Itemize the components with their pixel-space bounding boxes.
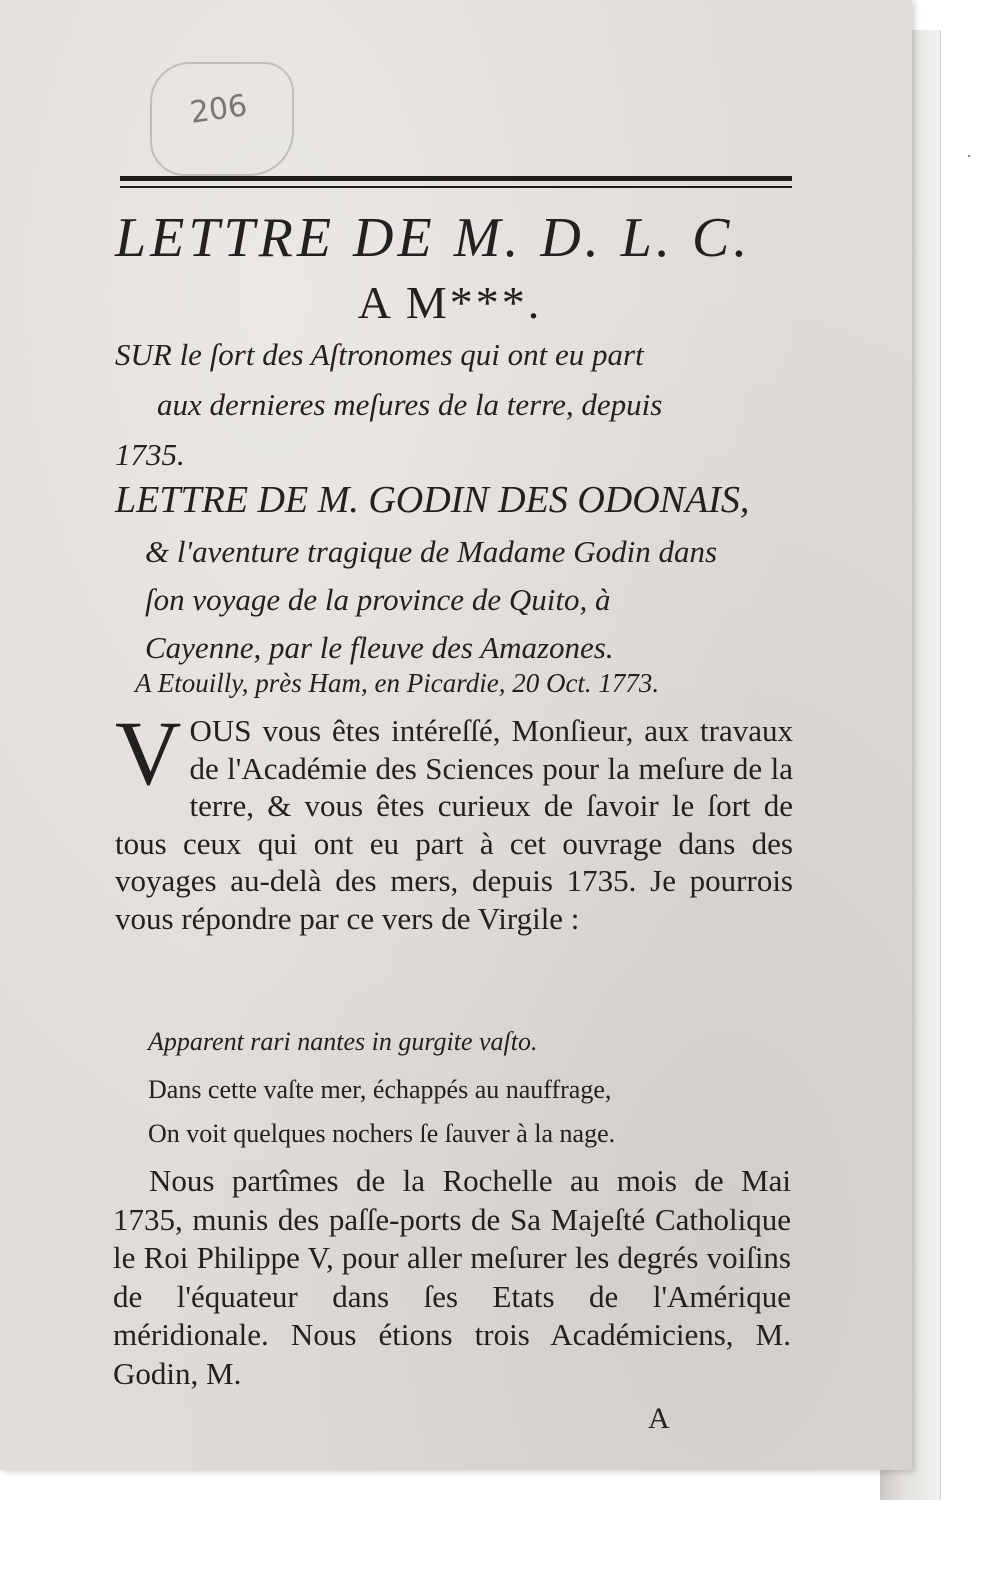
second-subtitle xyxy=(115,528,795,672)
verse-block xyxy=(148,1020,788,1156)
subtitle-line-3: 1735. xyxy=(115,437,185,472)
second-subtitle-line-3: Cayenne, par le fleuve des Amazones. xyxy=(145,630,614,665)
subtitle-line-2: aux dernieres meſures de la terre, depuis xyxy=(157,387,663,422)
title-line-2: A M***. xyxy=(357,277,543,328)
title-line-1: LETTRE DE M. D. L. C. xyxy=(115,207,752,269)
head-rule-thick xyxy=(120,176,792,181)
verse-french-2: On voit quelques nochers ſe ſauver à la nage. xyxy=(148,1119,616,1148)
paragraph-1 xyxy=(115,702,793,937)
second-subtitle-line-2: ſon voyage de la province de Quito, à xyxy=(145,582,611,617)
second-subtitle-line-1: & l'aventure tragique de Madame Godin dans xyxy=(145,534,718,569)
verse-french-1: Dans cette vaſte mer, échappés au nauffrage, xyxy=(148,1075,612,1104)
background-speck xyxy=(968,155,970,157)
subtitle xyxy=(115,330,795,480)
verse-latin: Apparent rari nantes in gurgite vaſto. xyxy=(148,1027,538,1056)
drop-cap: V xyxy=(115,702,182,804)
dateline: A Etouilly, près Ham, en Picardie, 20 Oct. 1773. xyxy=(135,668,660,698)
head-rule-thin xyxy=(120,186,792,188)
subtitle-line-1: SUR le ſort des Aſtronomes qui ont eu part xyxy=(115,337,644,372)
pencil-annotation: 206 xyxy=(187,88,250,131)
second-title: LETTRE DE M. GODIN DES ODONAIS, xyxy=(115,479,750,521)
paragraph-1-text: OUS vous êtes intéreſſé, Monſieur, aux travaux de l'Académie des Sciences pour la meſure de la terre, & vous êtes curieux de ſavoir le ſort de tous ceux qui ont eu part à cet ouvrage dans des voyages au-delà des mers, depuis 1735. Je pourrois vous répondre par ce vers de Virgile : xyxy=(115,713,793,936)
catchword: A xyxy=(648,1402,670,1435)
paragraph-2: Nous partîmes de la Rochelle au mois de Mai 1735, munis des paſſe-ports de Sa Majeſté Catholique le Roi Philippe V, pour aller meſurer les degrés voiſins de l'équateur dans ſes Etats de l'Amérique méridionale. Nous étions trois Académiciens, M. Godin, M. xyxy=(113,1163,791,1391)
